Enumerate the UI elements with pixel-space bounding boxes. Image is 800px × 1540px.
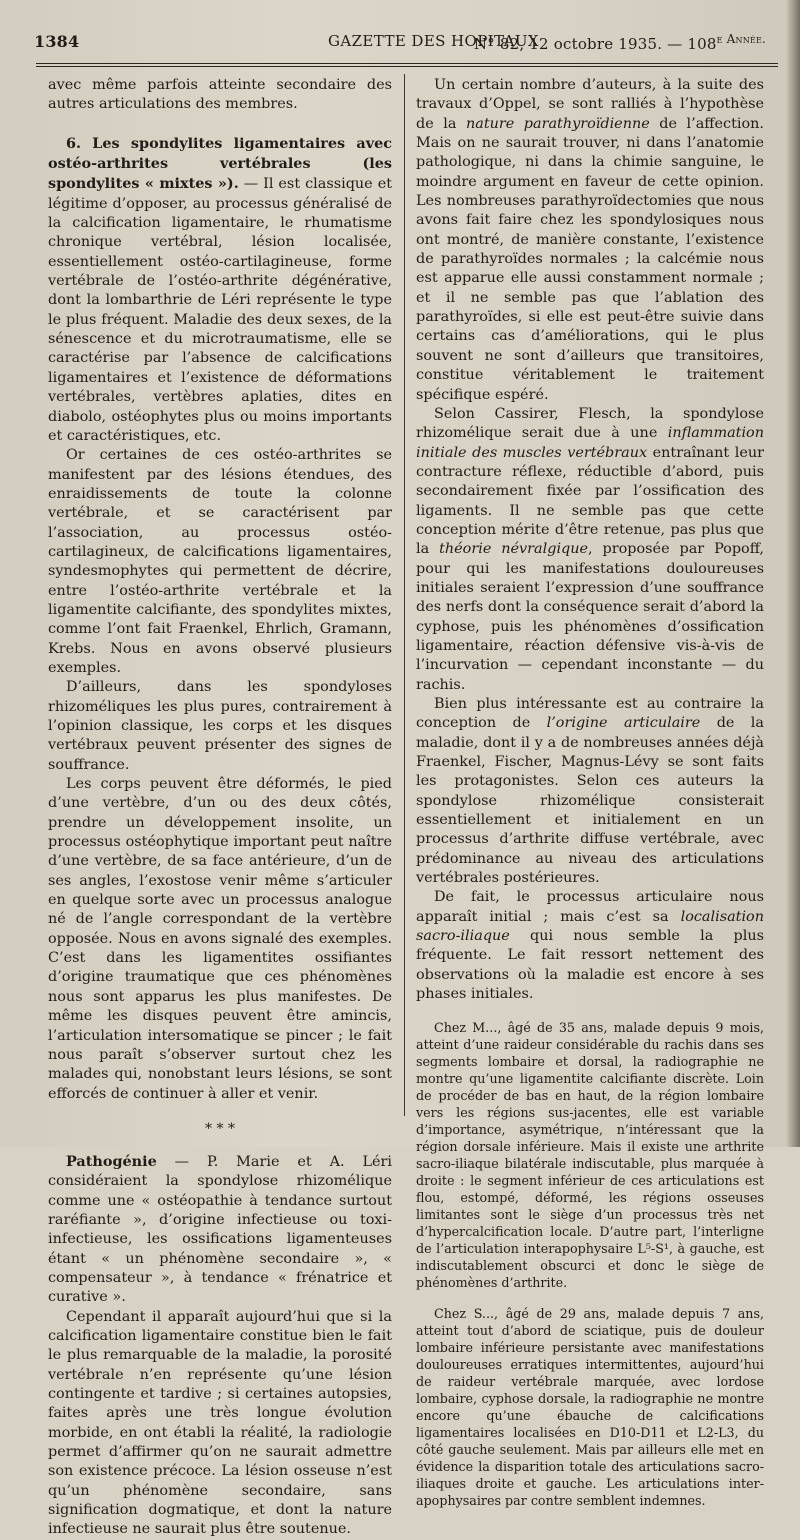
paragraph-text: De fait, le processus articulaire nous apparaît initial ; mais c’est sa	[416, 889, 764, 925]
paragraph-text: Bien plus intéressante est au contraire la conception de	[416, 696, 764, 732]
paragraph-text: — Il est classique et légitime d’opposer, au processus généralisé de la calcification ligamentaire, le rhumatisme chronique vertébral, lésion localisée, essentiellement ostéo-cartilagineuse, forme vertébrale de l’ostéo-arthrite dégénérative, dont la lombarthrie de Léri représente le type le plus fréquent. Maladie des deux sexes, de la sénescence et du microtraumatisme, elle se caractérise par l’absence de calcifications ligamentaires et l’existence de déformations vertébrales, vertèbres aplaties, dites en diabolo, ostéophytes plus ou moins importants et caractéristiques, etc.	[48, 176, 392, 444]
page-number: 1384	[34, 32, 80, 51]
paragraph-text: qui nous semble la plus fréquente. Le fait ressort nettement des observations où la maladie est encore à ses phases initiales.	[416, 928, 764, 1003]
paragraph: Or certaines de ces ostéo-arthrites se manifestent par des lésions étendues, des enraidissements de toute la colonne vertébrale, et se caractérisent par l’association, au processus ostéo-cartilagineux, de calcifications ligamentaires, syndesmophytes qui permettent de décrire, entre l’ostéo-arthrite vertébrale et la ligamentite calcifiante, des spondylites mixtes, comme l’ont fait Fraenkel, Ehrlich, Gramann, Krebs. Nous en avons observé plusieurs exemples.	[48, 447, 392, 676]
emphasis: l’origine articulaire	[546, 715, 701, 732]
left-column	[48, 76, 392, 1538]
right-column	[416, 76, 764, 1508]
running-header	[30, 30, 780, 54]
section-heading: Pathogénie	[66, 1152, 157, 1170]
section-heading: 6. Les spondylites ligamentaires avec ostéo-arthrites vertébrales (les spondylites « mixtes »).	[48, 134, 392, 193]
paragraph-text: de la maladie, dont il y a de nombreuses années déjà Fraenkel, Fischer, Magnus-Lévy se sont faits les protagonistes. Selon ces auteurs la spondylose rhizomélique consisterait essentiellement et initialement en un processus d’arthrite diffuse vertébrale, avec prédominance au niveau des articulations vertébrales postérieures.	[416, 715, 764, 887]
issue-info	[474, 32, 766, 53]
emphasis: localisation sacro-iliaque	[416, 908, 764, 945]
case-report: Chez S..., âgé de 29 ans, malade depuis 7 ans, atteint tout d’abord de sciatique, puis de douleur lombaire inférieure persistante avec manifestations douloureuses erratiques intermittentes, aujourd’hui de raideur vertébrale marquée, avec lordose lombaire, cyphose dorsale, la radiographie ne montre encore qu’une ébauche de calcifications ligamentaires localisées en D10-D11 et L2-L3, du côté gauche seulement. Mais par ailleurs elle met en évidence la disparition totale des articulations sacro-iliaques droite et gauche. Les articulations inter-apophysaires par contre semblent indemnes.	[416, 1305, 764, 1508]
paragraph	[416, 76, 764, 405]
paragraph: Cependant il apparaît aujourd’hui que si la calcification ligamentaire constitue bien le fait le plus remarquable de la maladie, la porosité vertébrale n’en représente qu’une lésion contingente et tardive ; si certaines autopsies, faites après une très longue évolution morbide, en ont établi la réalité, la radiologie permet d’affirmer qu’on ne saurait admettre son existence précoce. La lésion osseuse n’est qu’un phénomène secondaire, sans signification dogmatique, et dont la nature infectieuse ne saurait plus être soutenue.	[48, 1308, 392, 1538]
paragraph	[416, 695, 764, 888]
issue-year-suffix: e Année.	[716, 32, 766, 46]
emphasis: nature parathyroïdienne	[465, 115, 650, 132]
paragraph-text: entraînant leur contracture réflexe, réductible d’abord, puis secondairement fixée par l’ossification des ligaments. Il ne semble pas que cette conception mérite d’être retenue, pas plus que la	[416, 444, 764, 558]
paragraph-text: — P. Marie et A. Léri considéraient la spondylose rhizomélique comme une « ostéopathie à tendance surtout raréfiante », d’origine infectieuse ou toxi-infectieuse, les ossifications ligamenteuses étant « un phénomène secondaire », « compensateur », à tendance « frénatrice et curative ».	[48, 1153, 392, 1306]
paragraph	[416, 405, 764, 695]
paragraph: D’ailleurs, dans les spondyloses rhizoméliques les plus pures, contrairement à l’opinion classique, les corps et les disques vertébraux peuvent présenter des signes de souffrance.	[48, 679, 392, 773]
section-6-paragraph	[48, 134, 392, 447]
page-edge-shadow	[786, 0, 800, 1147]
paragraph-text: de l’affection. Mais on ne saurait trouver, ni dans l’anatomie pathologique, ni dans la chimie sanguine, le moindre argument en faveur de cette opinion. Les nombreuses parathyroïdectomies que nous avons fait faire chez les spondylosiques nous ont montré, de manière constante, l’existence de parathyroïdes normales ; la calcémie nous est apparue elle aussi constamment normale ; et il ne semble pas que l’ablation des parathyroïdes, si elle est peut-être suivie dans certains cas d’améliorations, qui le plus souvent ne sont d’ailleurs que transitoires, constitue véritablement le traitement spécifique espéré.	[416, 115, 764, 403]
header-rule	[36, 63, 778, 67]
journal-title: GAZETTE DES HOPITAUX	[328, 32, 539, 50]
paragraph: Les corps peuvent être déformés, le pied d’une vertèbre, d’un ou des deux côtés, prendre un développement insolite, un processus ostéophytique important peut naître d’une vertèbre, de sa face antérieure, d’un de ses angles, l’exostose venir même s’articuler en quelque sorte avec un processus analogue né de l’angle correspondant de la vertèbre opposée. Nous en avons signalé des exemples. C’est dans les ligamentites ossifiantes d’origine traumatique que ces phénomènes nous sont apparus les plus manifestes. De même les disques peuvent être amincis, l’articulation intersomatique se pincer ; le fait nous paraît s’observer surtout chez les malades qui, nonobstant leurs lésions, se sont efforcés de continuer à aller et venir.	[48, 776, 392, 1102]
pathogenie-paragraph	[48, 1152, 392, 1308]
emphasis: inflammation initiale des muscles vertébraux	[416, 425, 764, 461]
paragraph-text: Selon Cassirer, Flesch, la spondylose rhizomélique serait due à une	[416, 405, 764, 442]
paragraph-text: Un certain nombre d’auteurs, à la suite des travaux d’Oppel, se sont ralliés à l’hypothèse de la	[416, 77, 764, 132]
column-divider	[404, 74, 405, 1116]
case-report: Chez M..., âgé de 35 ans, malade depuis 9 mois, atteint d’une raideur considérable du rachis dans ses segments lombaire et dorsal, la radiographie ne montre qu’une ligamentite calcifiante discrète. Loin de procéder de bas en haut, de la région lombaire vers les régions sus-jacentes, elle est variable d’importance, asymétrique, n’intéressant que la région dorsale inférieure. Mais il existe une arthrite sacro-iliaque bilatérale indiscutable, plus marquée à droite : le segment inférieur de ces articulations est flou, estompé, déformé, les régions osseuses limitantes sont le siège d’un processus très net d’hypercalcification locale. D’autre part, l’interligne de l’articulation interapophysaire L⁵-S¹, à gauche, est indiscutablement obscurci et donc le siège de phénomènes d’arthrite.	[416, 1019, 764, 1290]
section-separator: * * *	[205, 1120, 235, 1137]
paragraph	[416, 888, 764, 1004]
emphasis: théorie névralgique	[439, 541, 589, 558]
paragraph: avec même parfois atteinte secondaire des autres articulations des membres.	[48, 77, 392, 113]
paragraph-text: , proposée par Popoff, pour qui les manifestations douloureuses initiales seraient l’expression d’une souffrance des nerfs dont la conséquence serait d’abord la cyphose, puis les phénomènes d’ossification ligamentaire, réaction défensive vis-à-vis de l’incurvation — cependant inconstante — du rachis.	[416, 541, 764, 693]
issue-date: N° 82, 12 octobre 1935. — 108	[473, 35, 717, 53]
